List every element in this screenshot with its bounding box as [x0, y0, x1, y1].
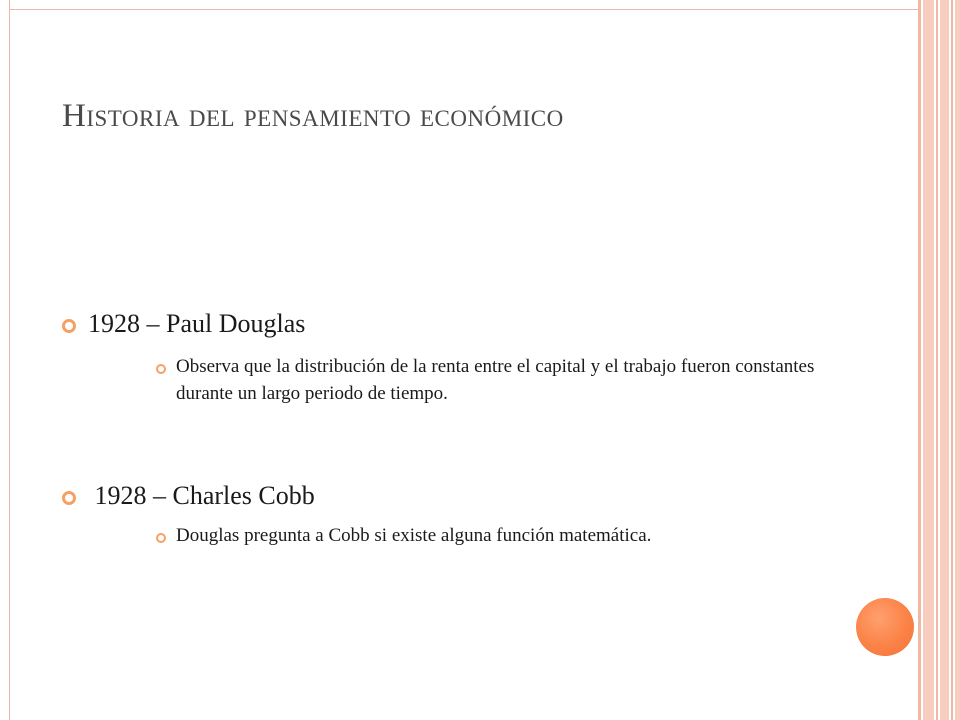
right-decorative-stripes	[918, 0, 960, 720]
slide-title	[62, 98, 564, 135]
stripe	[918, 0, 921, 720]
item-detail: Douglas pregunta a Cobb si existe alguna función matemática.	[176, 525, 652, 546]
bullet-icon	[62, 319, 76, 333]
stripe	[923, 0, 934, 720]
item-detail: Observa que la distribución de la renta entre el capital y el trabajo fueron constantes durante un largo periodo de tiempo.	[176, 356, 815, 404]
sub-bullet-icon	[156, 364, 166, 374]
stripe	[955, 0, 960, 720]
title-rest: istoria del pensamiento económico	[86, 98, 564, 134]
stripe	[936, 0, 938, 720]
bullet-icon	[62, 491, 76, 505]
stripe	[940, 0, 949, 720]
frame-line-left	[9, 0, 10, 720]
item-heading: 1928 – Charles Cobb	[88, 481, 315, 510]
title-initial: H	[62, 98, 87, 134]
frame-line-top	[9, 9, 921, 10]
orange-circle-decoration	[856, 598, 914, 656]
item-heading: 1928 – Paul Douglas	[88, 309, 306, 338]
sub-bullet-icon	[156, 533, 166, 543]
stripe	[951, 0, 953, 720]
